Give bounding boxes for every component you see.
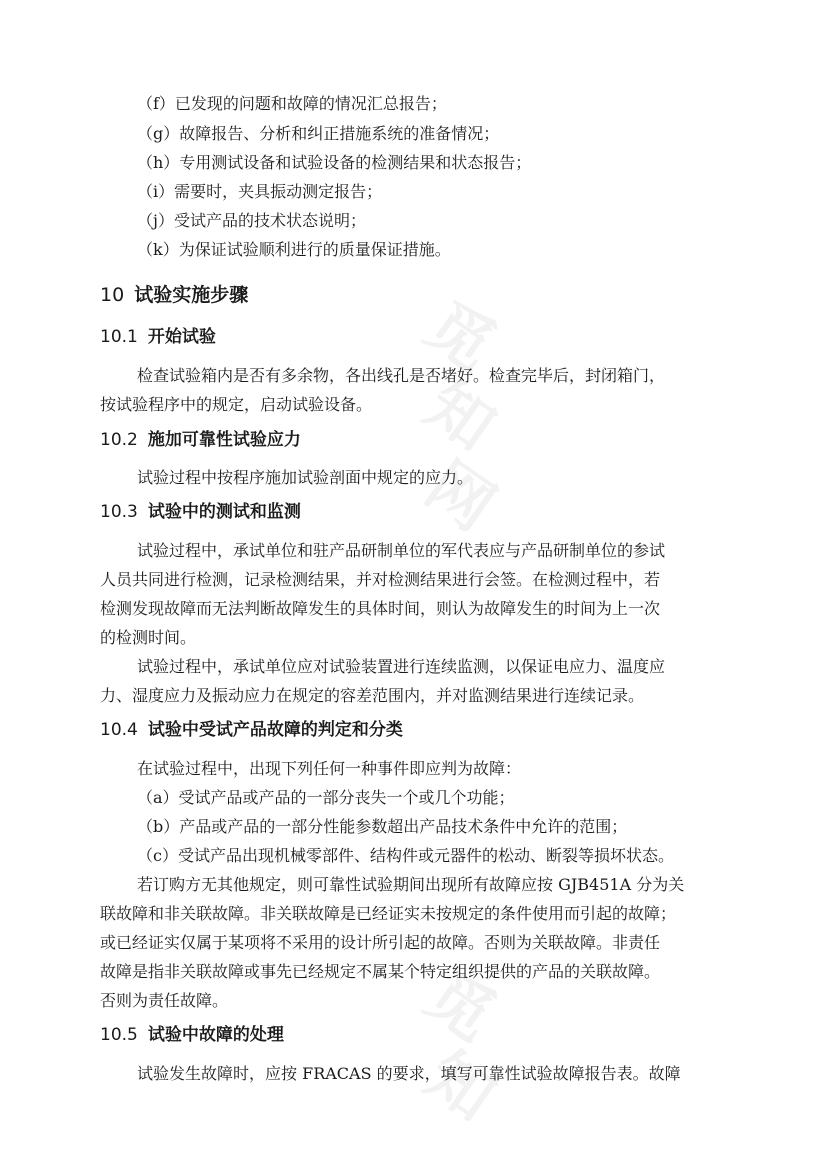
- svg-text:觅: 觅: [420, 288, 508, 386]
- subsection-title: 试验中的测试和监测: [147, 502, 301, 522]
- paragraph-line: 按试验程序中的规定，启动试验设备。: [100, 395, 373, 414]
- list-item: （a）受试产品或产品的一部分丧失一个或几个功能；: [137, 788, 515, 807]
- list-item: （b）产品或产品的一部分性能参数超出产品技术条件中允许的范围；: [137, 817, 628, 836]
- watermark: [420, 280, 540, 1140]
- svg-text:知: 知: [420, 1038, 508, 1136]
- list-item: （i）需要时，夹具振动测定报告；: [137, 182, 383, 201]
- subsection-title: 试验中故障的处理: [147, 1025, 284, 1045]
- paragraph-line: 检查试验箱内是否有多余物，各出线孔是否堵好。检查完毕后，封闭箱门，: [137, 366, 666, 385]
- list-item: （j）受试产品的技术状态说明；: [137, 211, 366, 230]
- subsection-title: 施加可靠性试验应力: [147, 430, 301, 450]
- paragraph-line: 检测发现故障而无法判断故障发生的具体时间，则认为故障发生的时间为上一次: [100, 599, 661, 618]
- list-item: （c）受试产品出现机械零部件、结构件或元器件的松动、断裂等损坏状态。: [137, 846, 674, 865]
- paragraph-line: 或已经证实仅属于某项将不采用的设计所引起的故障。否则为关联故障。非责任: [100, 933, 661, 952]
- section-heading: [100, 283, 248, 307]
- paragraph-line: 否则为责任故障。: [100, 991, 229, 1010]
- paragraph-line: 的检测时间。: [100, 628, 197, 647]
- subsection-heading: [100, 719, 403, 741]
- paragraph-line: 试验过程中，承试单位应对试验装置进行连续监测，以保证电应力、温度应: [137, 657, 666, 676]
- paragraph-line: 故障是指非关联故障或事先已经规定不属某个特定组织提供的产品的关联故障。: [100, 962, 661, 981]
- subsection-heading: [100, 326, 216, 348]
- list-item: （g）故障报告、分析和纠正措施系统的准备情况；: [137, 124, 500, 143]
- section-number: 10: [100, 284, 125, 306]
- list-item: （f）已发现的问题和故障的情况汇总报告；: [137, 94, 447, 113]
- subsection-title: 试验中受试产品故障的判定和分类: [147, 720, 403, 740]
- subsection-number: 10.1: [100, 327, 138, 347]
- paragraph-line: 在试验过程中，出现下列任何一种事件即应判为故障：: [137, 759, 522, 778]
- paragraph-line: 联故障和非关联故障。非关联故障是已经证实未按规定的条件使用而引起的故障；: [100, 904, 677, 923]
- subsection-number: 10.2: [100, 430, 138, 450]
- paragraph-line: 试验过程中，承试单位和驻产品研制单位的军代表应与产品研制单位的参试: [137, 541, 666, 560]
- section-title: 试验实施步骤: [134, 284, 249, 306]
- subsection-heading: [100, 501, 301, 523]
- list-item: （k）为保证试验顺利进行的质量保证措施。: [137, 240, 451, 259]
- subsection-title: 开始试验: [147, 327, 216, 347]
- paragraph-line: 力、湿度应力及振动应力在规定的容差范围内，并对监测结果进行连续记录。: [100, 686, 645, 705]
- paragraph-line: 试验过程中按程序施加试验剖面中规定的应力。: [137, 468, 474, 487]
- list-item: （h）专用测试设备和试验设备的检测结果和状态报告；: [137, 153, 532, 172]
- subsection-number: 10.5: [100, 1025, 138, 1045]
- svg-text:知: 知: [420, 368, 508, 466]
- paragraph-line: 若订购方无其他规定，则可靠性试验期间出现所有故障应按 GJB451A 分为关: [137, 875, 685, 894]
- svg-text:觅: 觅: [420, 958, 508, 1056]
- subsection-number: 10.4: [100, 720, 138, 740]
- paragraph-line: 人员共同进行检测，记录检测结果，并对检测结果进行会签。在检测过程中，若: [100, 570, 661, 589]
- watermark-image: [420, 280, 540, 1140]
- subsection-number: 10.3: [100, 502, 138, 522]
- subsection-heading: [100, 1024, 284, 1046]
- svg-text:网: 网: [420, 448, 508, 546]
- paragraph-line: 试验发生故障时，应按 FRACAS 的要求，填写可靠性试验故障报告表。故障: [137, 1064, 681, 1083]
- subsection-heading: [100, 429, 301, 451]
